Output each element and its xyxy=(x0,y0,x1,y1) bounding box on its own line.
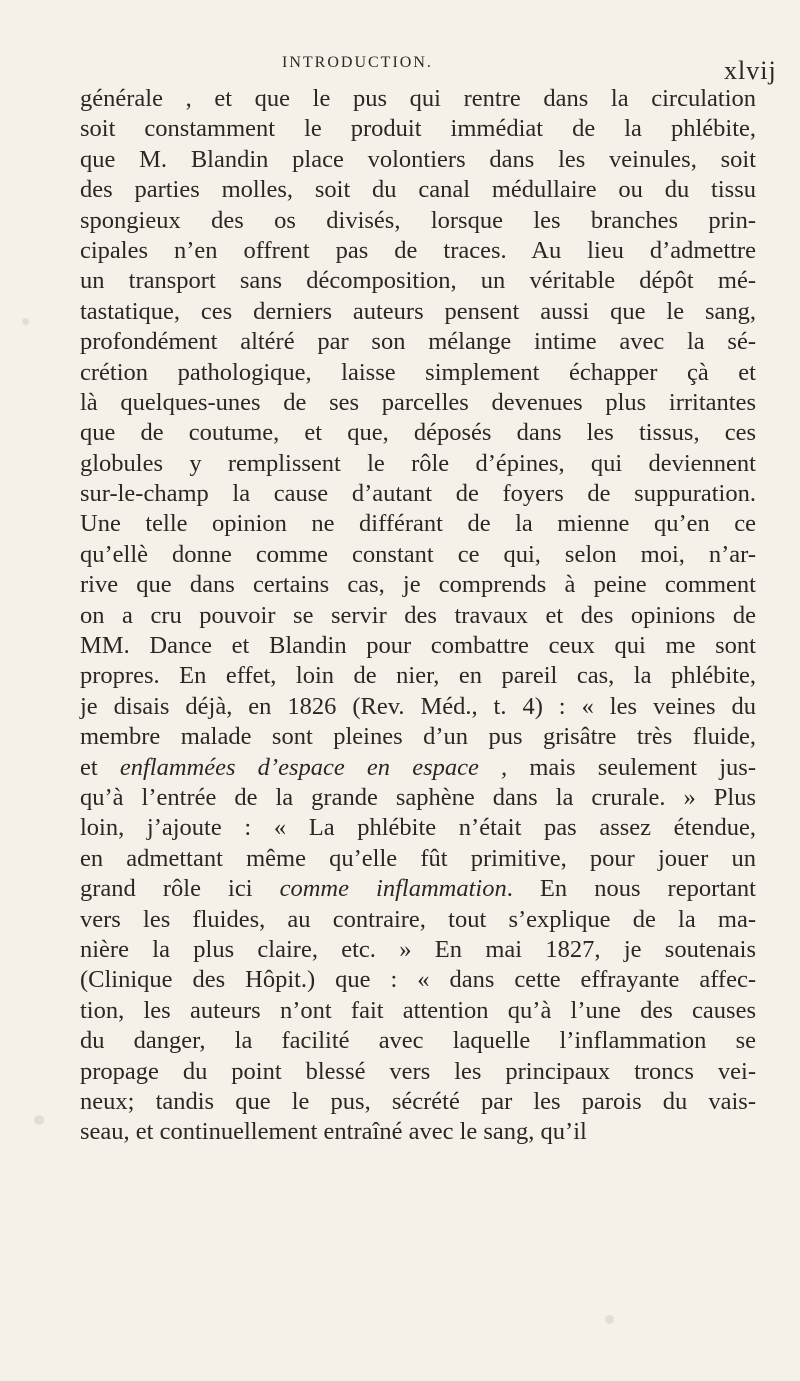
italic-text: comme inflammation xyxy=(279,875,507,903)
text-line: (Clinique des Hôpit.) que : « dans cette effrayante affec- xyxy=(80,966,756,994)
body-text xyxy=(80,84,756,1148)
text-line: propage du point blessé vers les principaux troncs vei- xyxy=(80,1057,756,1085)
text-line: seau, et continuellement entraîné avec le sang, qu’il xyxy=(80,1118,587,1146)
text-line: cipales n’en offrent pas de traces. Au lieu d’admettre xyxy=(80,236,756,264)
text-line: que de coutume, et que, déposés dans les tissus, ces xyxy=(80,419,756,447)
text-line: globules y remplissent le rôle d’épines, qui deviennent xyxy=(80,449,756,477)
text-line: Une telle opinion ne différant de la mienne qu’en ce xyxy=(80,510,756,538)
text-line: qu’à l’entrée de la grande saphène dans la crurale. » Plus xyxy=(80,783,756,811)
text-line: loin, j’ajoute : « La phlébite n’était pas assez étendue, xyxy=(80,814,756,842)
text-line: crétion pathologique, laisse simplement échapper çà et xyxy=(80,358,756,386)
text-line: vers les fluides, au contraire, tout s’explique de la ma- xyxy=(80,905,756,933)
paper-stain xyxy=(34,1115,44,1125)
text-line: en admettant même qu’elle fût primitive, pour jouer un xyxy=(80,844,756,872)
text-line: sur-le-champ la cause d’autant de foyers de suppuration. xyxy=(80,480,756,508)
text-line: qu’ellè donne comme constant ce qui, selon moi, n’ar- xyxy=(80,540,756,568)
paper-stain xyxy=(22,318,29,325)
text-line: propres. En effet, loin de nier, en pareil cas, la phlébite, xyxy=(80,662,756,690)
text-line: profondément altéré par son mélange intime avec la sé- xyxy=(80,328,756,356)
running-title: INTRODUCTION. xyxy=(282,54,433,71)
text-line: membre malade sont pleines d’un pus grisâtre très fluide, xyxy=(80,723,756,751)
text-line: tastatique, ces derniers auteurs pensent aussi que le sang, xyxy=(80,297,756,325)
text-line: du danger, la facilité avec laquelle l’inflammation se xyxy=(80,1027,756,1055)
text-line: soit constamment le produit immédiat de la phlébite, xyxy=(80,115,756,143)
text-line: rive que dans certains cas, je comprends à peine comment xyxy=(80,571,756,599)
text-line: neux; tandis que le pus, sécrété par les parois du vais- xyxy=(80,1087,756,1115)
text-line: MM. Dance et Blandin pour combattre ceux qui me sont xyxy=(80,632,756,660)
text-line: là quelques-unes de ses parcelles devenues plus irritantes xyxy=(80,388,756,416)
text-line: générale , et que le pus qui rentre dans la circulation xyxy=(80,85,756,112)
text-line: je disais déjà, en 1826 (Rev. Méd., t. 4) : « les veines du xyxy=(80,692,756,720)
paper-stain xyxy=(605,1315,614,1324)
text-line: grand rôle ici comme inflammation. En nous reportant xyxy=(80,875,756,903)
text-line: des parties molles, soit du canal médullaire ou du tissu xyxy=(80,176,756,204)
text-line: spongieux des os divisés, lorsque les branches prin- xyxy=(80,206,756,234)
text-line: nière la plus claire, etc. » En mai 1827, je soutenais xyxy=(80,935,756,963)
text-line: on a cru pouvoir se servir des travaux et des opinions de xyxy=(80,601,756,629)
text-line: tion, les auteurs n’ont fait attention qu’à l’une des causes xyxy=(80,996,756,1024)
italic-text: enflammées d’espace en espace , xyxy=(119,753,508,781)
text-line: un transport sans décomposition, un véritable dépôt mé- xyxy=(80,267,756,295)
text-line: que M. Blandin place volontiers dans les veinules, soit xyxy=(80,145,756,173)
text-line: et enflammées d’espace en espace , mais seulement jus- xyxy=(80,753,756,781)
page-number: xlvij xyxy=(724,56,777,85)
